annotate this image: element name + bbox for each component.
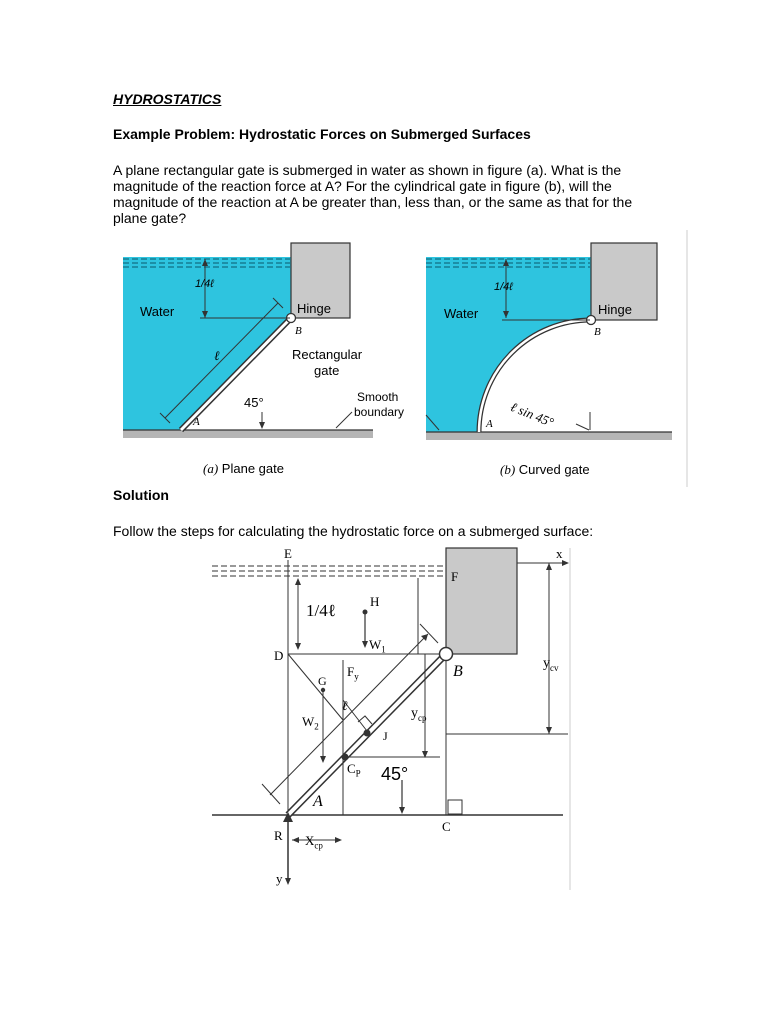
fig-a-caption-prefix: (a) [203,461,219,476]
label-cp [347,761,361,782]
label-fy [347,664,359,685]
label-ycp-sub: cp [418,712,427,723]
label-j: J [383,729,388,743]
fig-a-b-label: B [295,325,302,337]
fig-a-caption-text: Plane gate [221,461,284,476]
label-a: A [313,793,323,810]
label-ycv-main: y [543,656,550,671]
label-g: G [318,674,327,688]
fig-a-length-label: ℓ [214,348,220,363]
fig-a-gate-label-1: Rectangular [292,347,363,362]
fig-b-hinge-label: Hinge [598,302,632,317]
label-w2-main: W [302,714,315,729]
fig-b-water-label: Water [444,306,479,321]
example-heading: Example Problem: Hydrostatic Forces on Submerged Surfaces [113,126,531,142]
hinge-block [446,548,517,654]
label-xcp [305,833,323,854]
label-ycv-sub: cv [550,662,559,673]
label-quarter-l: 1/4ℓ [306,601,336,620]
fig-b-depth-label: 1/4ℓ [494,281,513,293]
fig-a-gate-label-2: gate [314,363,340,378]
label-c: C [442,819,451,834]
fig-a-smooth-label-2: boundary [354,405,405,419]
label-w2 [302,714,319,735]
fig-a-water-label: Water [140,304,175,319]
solution-heading: Solution [113,487,169,503]
label-f: F [451,569,459,584]
label-w2-sub: 2 [314,721,319,732]
fig-b-sin-label: ℓ sin 45° [508,399,556,430]
fig-a-smooth-label-1: Smooth [357,390,399,404]
label-xcp-sub: cp [314,840,323,851]
fig-a-angle-label: 45° [244,395,264,410]
fig-b-b-label: B [594,326,601,338]
problem-text: A plane rectangular gate is submerged in water as shown in figure (a). What is the magnitude of the reaction force at A? For the cylindrical gate in figure (b), will the magnitude of the reaction at A be greater than, less than, or the same as that for the plane gate? [113,162,633,226]
label-d: D [274,648,284,663]
fig-b-a-label: A [486,418,493,430]
label-fy-sub: y [354,671,359,682]
label-y: y [276,871,283,886]
label-ycp [411,706,427,726]
label-cp-sub: P [355,768,361,779]
label-ycp-main: y [411,706,418,721]
label-fy-main: F [347,664,355,679]
label-ell: ℓ [342,698,348,713]
label-w1-main: W [369,637,382,652]
solution-intro: Follow the steps for calculating the hydrostatic force on a submerged surface: [113,523,594,539]
label-w1-sub: 1 [381,644,386,655]
label-e: E [284,546,292,561]
label-x: x [556,546,563,561]
fig-a-a-label: A [193,416,200,428]
label-h: H [370,594,380,609]
label-cp-main: C [347,761,356,776]
label-b: B [453,663,463,680]
label-xcp-main: X [305,833,315,848]
fig-b-caption-prefix: (b) [500,462,516,477]
fig-a-hinge-label: Hinge [297,301,331,316]
label-w1 [369,637,386,658]
label-angle: 45° [381,764,409,784]
section-title: HYDROSTATICS [113,91,222,107]
label-ycv [543,656,559,676]
hinge-b [440,648,453,661]
fig-b-caption-text: Curved gate [518,462,590,477]
label-r: R [274,828,283,843]
fig-a-depth-label: 1/4ℓ [195,278,214,290]
